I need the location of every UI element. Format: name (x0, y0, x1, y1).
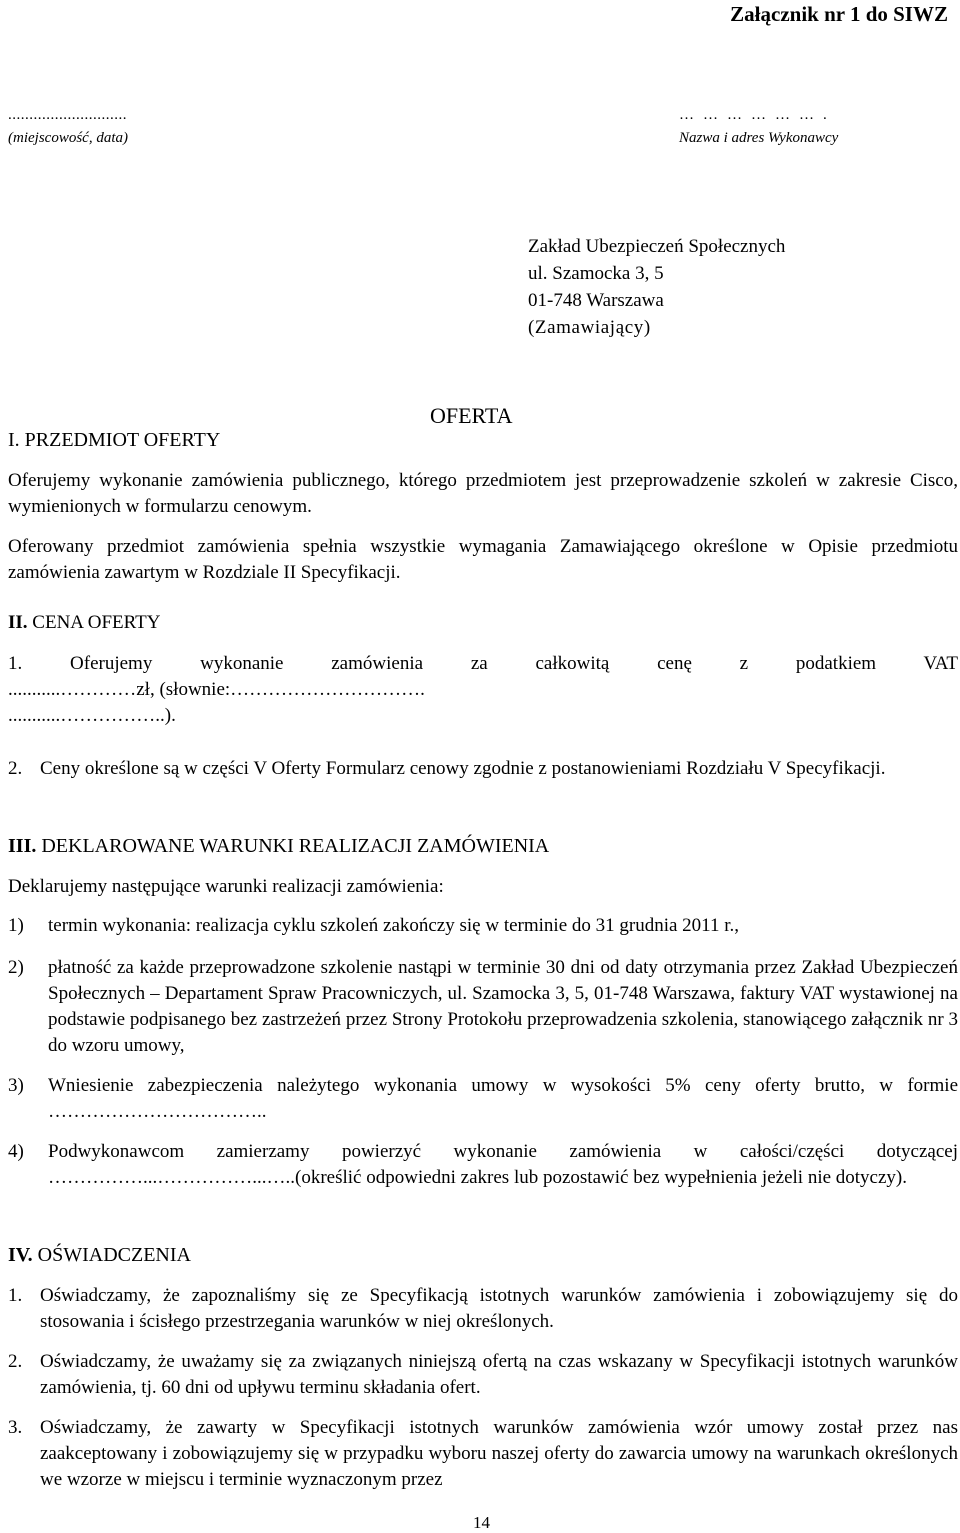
recipient-role: (Zamawiający) (528, 317, 651, 338)
recipient-address (528, 233, 785, 341)
section-1-paragraph-1: Oferujemy wykonanie zamówienia publicznego, którego przedmiotem jest przeprowadzenie szkoleń w zakresie Cisco, wymienionych w formularzu cenowym. (8, 470, 958, 517)
declaration-item-3-text: Oświadczamy, że zawarty w Specyfikacji istotnych warunków zamówienia wzór umowy został przez nas zaakceptowany i zobowiązujemy się w przypadku wyboru naszej oferty do zawarcia umowy na warunkach określonych we wzorze w miejscu i terminie wyznaczonym przez (40, 1417, 958, 1490)
annex-label: Załącznik nr 1 do SIWZ (730, 2, 948, 26)
condition-item-4-num: 4) (8, 1141, 24, 1162)
condition-item-1-text: termin wykonania: realizacja cyklu szkoleń zakończy się w terminie do 31 grudnia 2011 r., (48, 915, 739, 936)
recipient-name: Zakład Ubezpieczeń Społecznych (528, 236, 786, 257)
section-3-intro: Deklarujemy następujące warunki realizacji zamówienia: (8, 876, 444, 897)
declaration-item-1 (8, 1283, 958, 1335)
contractor-dots: ………………. (679, 107, 836, 123)
price-item-1-line2: ...........…………zł, (słownie:…………………………. (8, 679, 425, 700)
price-item-2-num: 2. (8, 758, 23, 779)
contractor-label: Nazwa i adres Wykonawcy (679, 130, 839, 146)
document-title: OFERTA (430, 403, 513, 428)
condition-item-3-num: 3) (8, 1075, 24, 1096)
price-item-1-line1: Oferujemy wykonanie zamówienia za całkowitą cenę z podatkiem VAT (70, 653, 959, 674)
condition-item-2-num: 2) (8, 957, 24, 978)
page-number: 14 (473, 1513, 490, 1532)
recipient-city: 01-748 Warszawa (528, 290, 664, 311)
condition-item-1 (8, 913, 958, 939)
condition-item-2 (8, 955, 958, 1059)
recipient-street: ul. Szamocka 3, 5 (528, 263, 664, 284)
condition-item-2-text: płatność za każde przeprowadzone szkolenie nastąpi w terminie 30 dni od daty otrzymania przez Zakład Ubezpieczeń Społecznych – Departament Spraw Pracowniczych, ul. Szamocka 3, 5, 01-748 Warszawa, faktury VAT wystawionej na podstawie podpisanego bez zastrzeżeń przez Strony Protokołu przeprowadzenia szkolenia, stanowiącego załącznik nr 3 do wzoru umowy, (48, 957, 958, 1056)
price-item-1-line3: ...........……………..). (8, 705, 176, 726)
condition-item-3-text: Wniesienie zabezpieczenia należytego wykonania umowy w wysokości 5% ceny oferty brutto, w formie …………………………….. (48, 1075, 958, 1122)
declaration-item-2 (8, 1349, 958, 1401)
condition-item-4 (8, 1139, 958, 1191)
declaration-item-1-num: 1. (8, 1285, 23, 1306)
condition-item-4-text: Podwykonawcom zamierzamy powierzyć wykonanie zamówienia w całości/części dotyczącej ……………...……………...…..(określić odpowiedni zakres lub pozostawić bez wypełnienia jeżeli nie dotyczy). (48, 1141, 958, 1188)
declaration-item-1-text: Oświadczamy, że zapoznaliśmy się ze Specyfikacją istotnych warunków zamówienia i zobowiązujemy się do stosowania i ścisłego przestrzegania warunków w niej określonych. (40, 1285, 958, 1332)
condition-item-1-num: 1) (8, 915, 24, 936)
place-date-dots: ............................ (8, 107, 127, 123)
declaration-item-3-num: 3. (8, 1417, 23, 1438)
price-item-1-num: 1. (8, 653, 23, 674)
declaration-item-2-text: Oświadczamy, że uważamy się za związanych niniejszą ofertą na czas wskazany w Specyfikacji istotnych warunków zamówienia, tj. 60 dni od upływu terminu składania ofert. (40, 1351, 958, 1398)
condition-item-3 (8, 1073, 958, 1125)
place-date-label: (miejscowość, data) (8, 130, 128, 146)
declaration-item-2-num: 2. (8, 1351, 23, 1372)
section-2-heading: II. CENA OFERTY (8, 612, 161, 633)
section-1-heading: I. PRZEDMIOT OFERTY (8, 429, 221, 451)
section-3-heading: III. DEKLAROWANE WARUNKI REALIZACJI ZAMÓWIENIA (8, 835, 550, 857)
section-1-paragraph-2: Oferowany przedmiot zamówienia spełnia wszystkie wymagania Zamawiającego określone w Opisie przedmiotu zamówienia zawartym w Rozdziale II Specyfikacji. (8, 536, 958, 583)
price-item-1 (8, 651, 958, 729)
declaration-item-3 (8, 1415, 958, 1493)
price-item-2-text: Ceny określone są w części V Oferty Formularz cenowy zgodnie z postanowieniami Rozdziału V Specyfikacji. (40, 758, 886, 779)
price-item-2 (8, 756, 958, 782)
section-4-heading: IV. OŚWIADCZENIA (8, 1244, 191, 1266)
